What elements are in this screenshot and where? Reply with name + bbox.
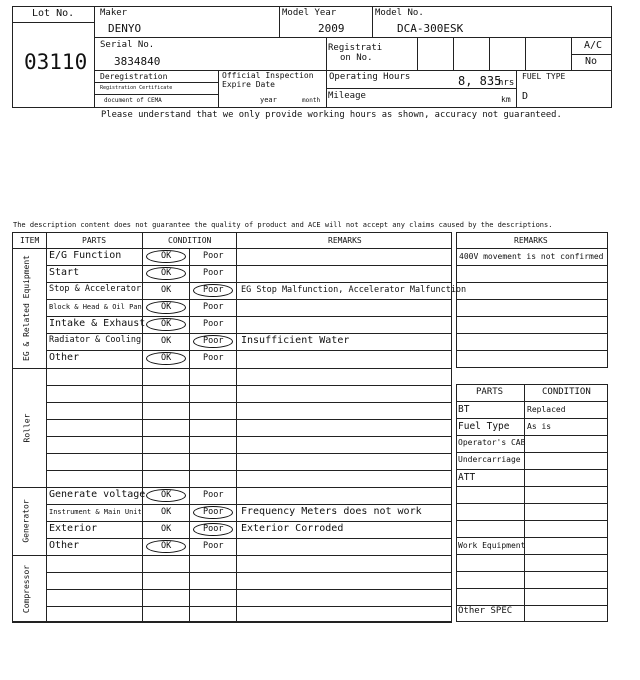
remarks-right-value: 400V movement is not confirmed [459, 252, 604, 261]
right-condition-value: As is [527, 422, 552, 431]
ok-selected-circle [146, 301, 186, 314]
ok-option[interactable]: OK [161, 353, 172, 363]
lot-number: 03110 [24, 50, 88, 74]
model-year-value: 2009 [318, 22, 345, 35]
ok-option[interactable]: OK [161, 285, 172, 295]
part-label: Start [49, 267, 80, 278]
right-part-label: Operator's CAB [458, 438, 526, 447]
right-condition-header: CONDITION [542, 387, 591, 397]
poor-option[interactable]: Poor [203, 353, 224, 363]
serial-value: 3834840 [114, 55, 161, 68]
item-header: ITEM [20, 236, 40, 245]
part-label: Exterior [49, 523, 98, 534]
poor-option[interactable]: Poor [203, 302, 224, 312]
maker-value: DENYO [108, 22, 142, 35]
remark-text: Insufficient Water [241, 335, 350, 346]
poor-option[interactable]: Poor [203, 507, 224, 517]
section-roller-label: Roller [22, 413, 31, 442]
poor-option[interactable]: Poor [203, 524, 224, 534]
poor-option[interactable]: Poor [203, 285, 224, 295]
ok-selected-circle [146, 267, 186, 280]
remark-text: EG Stop Malfunction, Accelerator Malfunction [241, 285, 467, 295]
ok-option[interactable]: OK [161, 336, 172, 346]
part-label: Intake & Exhaust [49, 318, 146, 329]
right-part-label: Undercarriage [458, 455, 521, 464]
poor-selected-circle [193, 523, 233, 536]
ok-option[interactable]: OK [161, 524, 172, 534]
registration-certificate-label: Registration Certificate [100, 85, 173, 91]
poor-option[interactable]: Poor [203, 490, 224, 500]
part-label: Block & Head & Oil Pan [49, 303, 142, 311]
maker-label: Maker [100, 8, 128, 18]
month-label: month [302, 97, 321, 104]
model-year-label: Model Year [282, 8, 337, 18]
poor-option[interactable]: Poor [203, 336, 224, 346]
cema-label: document of CEMA [104, 97, 162, 104]
part-label: Generate voltage [49, 489, 146, 500]
poor-option[interactable]: Poor [203, 319, 224, 329]
poor-option[interactable]: Poor [203, 541, 224, 551]
ok-option[interactable]: OK [161, 541, 172, 551]
ok-option[interactable]: OK [161, 507, 172, 517]
ok-selected-circle [146, 352, 186, 365]
poor-selected-circle [193, 284, 233, 297]
model-no-value: DCA-300ESK [397, 22, 464, 35]
registration-label: Registrati [328, 43, 383, 53]
operating-hours-value: 8, 835 [458, 74, 502, 88]
km-label: km [501, 95, 511, 104]
deregistration-label: Deregistration [100, 72, 168, 81]
model-no-label: Model No. [375, 8, 424, 18]
remarks-right-header: REMARKS [514, 236, 548, 245]
section-eg-label: EG & Related Equipment [22, 255, 31, 361]
mileage-label: Mileage [328, 91, 366, 101]
ac-value: No [585, 56, 598, 67]
fuel-type-label: FUEL TYPE [522, 72, 566, 81]
part-label: Other [49, 540, 80, 551]
remarks-header: REMARKS [328, 236, 362, 245]
ac-label: A/C [584, 40, 603, 51]
poor-selected-circle [193, 506, 233, 519]
part-label: E/G Function [49, 250, 122, 261]
inspection-label-2: Expire Date [222, 80, 275, 89]
part-label: Radiator & Cooling [49, 335, 142, 345]
registration-label-2: on No. [340, 53, 373, 63]
ok-selected-circle [146, 318, 186, 331]
fuel-type-value: D [522, 91, 529, 102]
operating-hours-label: Operating Hours [329, 72, 411, 82]
remark-text: Frequency Meters does not work [241, 506, 422, 517]
ok-option[interactable]: OK [161, 268, 172, 278]
right-parts-header: PARTS [476, 387, 504, 397]
right-part-label: BT [458, 404, 470, 415]
right-condition-value: Replaced [527, 405, 566, 414]
hrs-label: hrs [498, 78, 515, 88]
part-label: Stop & Accelerator [49, 284, 142, 294]
ok-option[interactable]: OK [161, 490, 172, 500]
part-label: Other [49, 352, 80, 363]
poor-option[interactable]: Poor [203, 251, 224, 261]
year-label: year [260, 96, 277, 104]
lot-label: Lot No. [32, 8, 75, 19]
ok-selected-circle [146, 489, 186, 502]
work-equipment-label: Work Equipment [458, 541, 526, 550]
hours-notice: Please understand that we only provide working hours as shown, accuracy not guaranteed. [101, 110, 562, 120]
ok-option[interactable]: OK [161, 251, 172, 261]
parts-header: PARTS [82, 236, 107, 245]
condition-header: CONDITION [168, 236, 212, 245]
right-part-label: Fuel Type [458, 421, 510, 432]
poor-option[interactable]: Poor [203, 268, 224, 278]
other-spec-label: Other SPEC [458, 606, 513, 616]
serial-label: Serial No. [100, 40, 155, 50]
ok-selected-circle [146, 250, 186, 263]
section-generator-label: Generator [22, 499, 32, 543]
poor-selected-circle [193, 335, 233, 348]
right-part-label: ATT [458, 472, 476, 483]
disclaimer: The description content does not guarantee the quality of product and ACE will not accept any claims caused by the descriptions. [13, 221, 553, 229]
part-label: Instrument & Main Unit [49, 508, 142, 516]
inspection-label: Official Inspection [222, 71, 314, 80]
section-compressor-label: Compressor [22, 564, 32, 613]
ok-option[interactable]: OK [161, 302, 172, 312]
remark-text: Exterior Corroded [241, 523, 344, 534]
ok-selected-circle [146, 540, 186, 553]
ok-option[interactable]: OK [161, 319, 172, 329]
